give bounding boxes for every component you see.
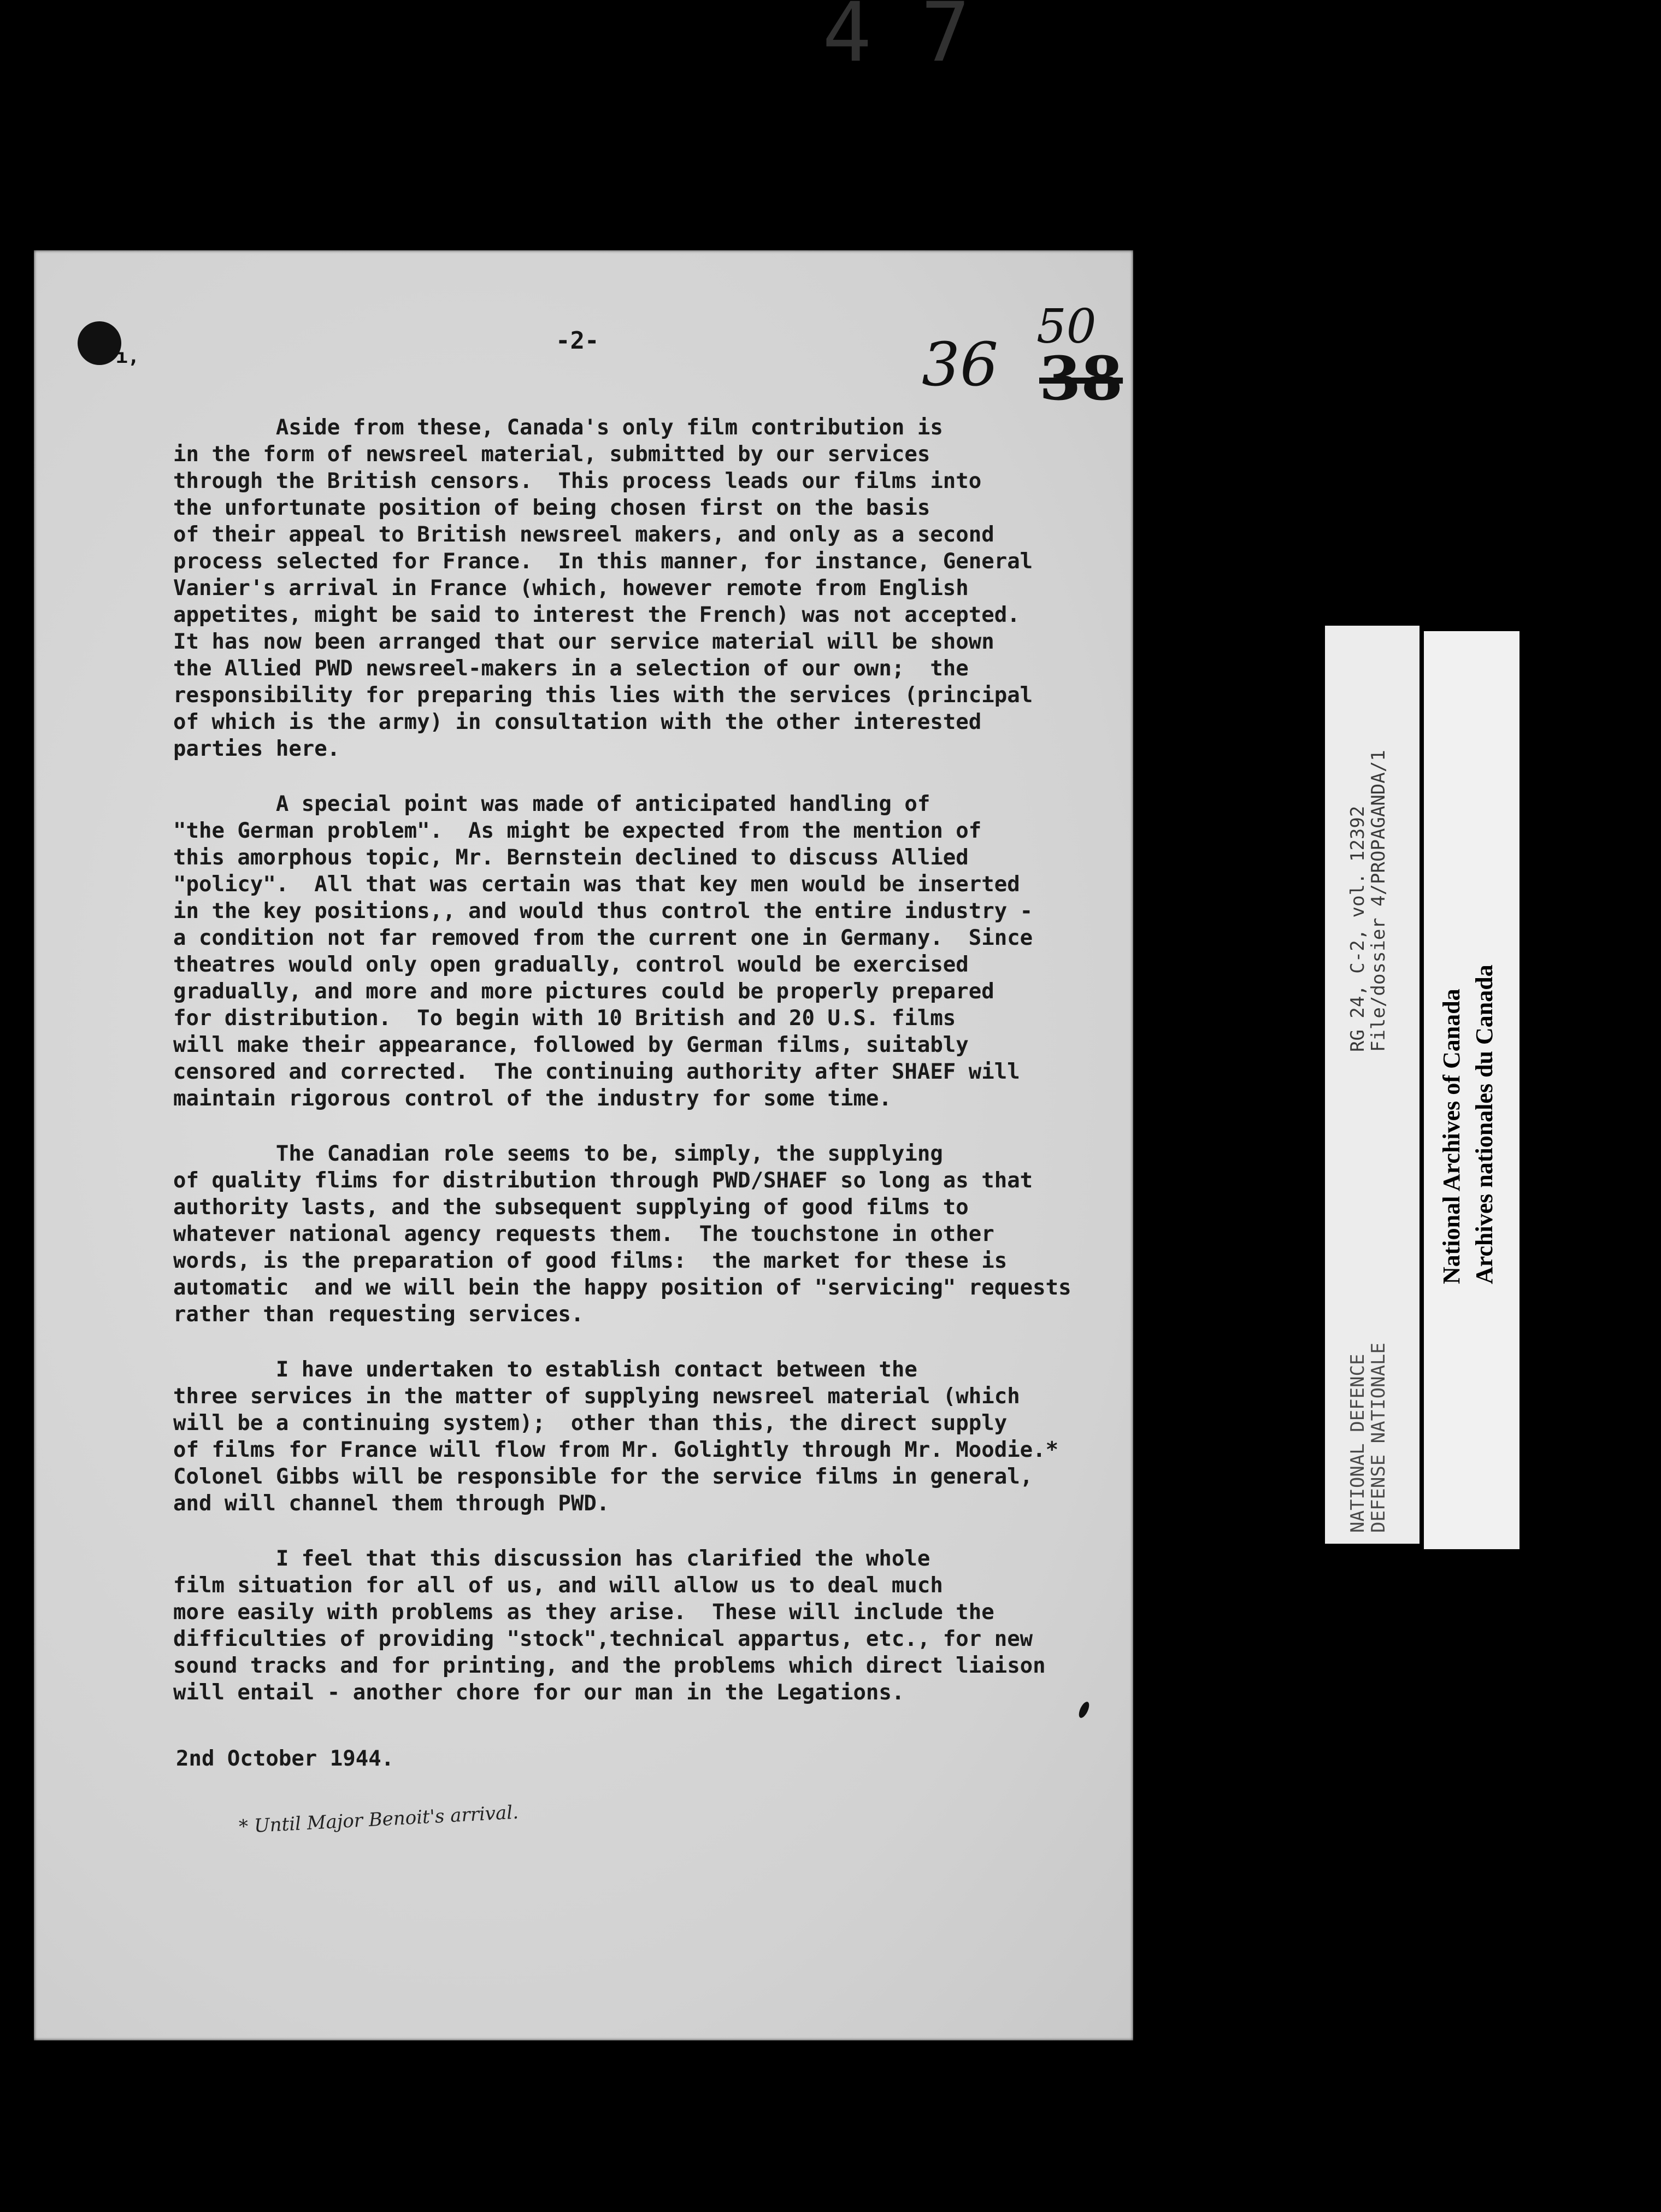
paragraph: I feel that this discussion has clarified the whole film situation for all of us, and will allow us to deal much more easily with problems as they arise. These will include the difficulties of providing "stock",technical appartus, etc., for new sound tracks and for printing, and the problems which direct liaison will entail - another chore for our man in the Legations. [173,1546,1046,1705]
archive-name-label [1424,631,1519,1549]
archive-reference: RG 24, C-2, vol. 12392 [1347,805,1369,1052]
hole-punch-tail: ı, [116,345,140,368]
letter-body [173,414,1157,1734]
paragraph: I have undertaken to establish contact between the three services in the matter of supplying newsreel material (which will be a continuing system); other than this, the direct supply of films for France will flow from Mr. Golightly through Mr. Moodie.* Colonel Gibbs will be responsible for the service films in general, and will channel them through PWD. [173,1357,1059,1516]
folio-struck-number: 38 [1039,343,1123,414]
archive-name-en: National Archives of Canada [1438,989,1465,1284]
archive-name-fr: Archives nationales du Canada [1471,964,1498,1284]
letter-page [34,250,1133,2040]
film-frame-number: 47 [822,0,1020,80]
department-name-fr: DEFENSE NATIONALE [1368,1343,1389,1533]
hole-punch-mark [78,321,121,365]
department-name-en: NATIONAL DEFENCE [1347,1354,1369,1533]
folio-old-number: 50 [1036,299,1097,354]
page-number: -2- [556,327,599,355]
handwritten-footnote: * Until Major Benoit's arrival. [238,1801,519,1838]
archive-file-reference: File/dossier 4/PROPAGANDA/1 [1368,750,1389,1052]
paragraph: Aside from these, Canada's only film contribution is in the form of newsreel material, submitted by our services through the British censors. This process leads our films into the unfortunate position of being chosen first on the basis of their appeal to British newsreel makers, and only as a second process selected for France. In this manner, for instance, General Vanier's arrival in France (which, however remote from English appetites, might be said to interest the French) was not accepted. It has now been arranged that our service material will be shown the Allied PWD newsreel-makers in a selection of our own; the responsibility for preparing this lies with the services (principal of which is the army) in consultation with the other interested parties here. [173,415,1033,761]
archive-reference-label [1325,626,1419,1544]
folio-number: 36 [922,330,998,399]
paragraph: A special point was made of anticipated handling of "the German problem". As might be expected from the mention of this amorphous topic, Mr. Bernstein declined to discuss Allied "policy". All that was certain was that key men would be inserted in the key positions,, and would thus control the entire industry - a condition not far removed from the current one in Germany. Since theatres would only open gradually, control would be exercised gradually, and more and more pictures could be properly prepared for distribution. To begin with 10 British and 20 U.S. films will make their appearance, followed by German films, suitably censored and corrected. The continuing authority after SHAEF will maintain rigorous control of the industry for some time. [173,792,1033,1111]
letter-date: 2nd October 1944. [176,1746,394,1771]
paragraph: The Canadian role seems to be, simply, the supplying of quality flims for distribution through PWD/SHAEF so long as that authority lasts, and the subsequent supplying of good films to whatever national agency requests them. The touchstone in other words, is the preparation of good films: the market for these is automatic and we will bein the happy position of "servicing" requests rather than requesting services. [173,1142,1071,1327]
